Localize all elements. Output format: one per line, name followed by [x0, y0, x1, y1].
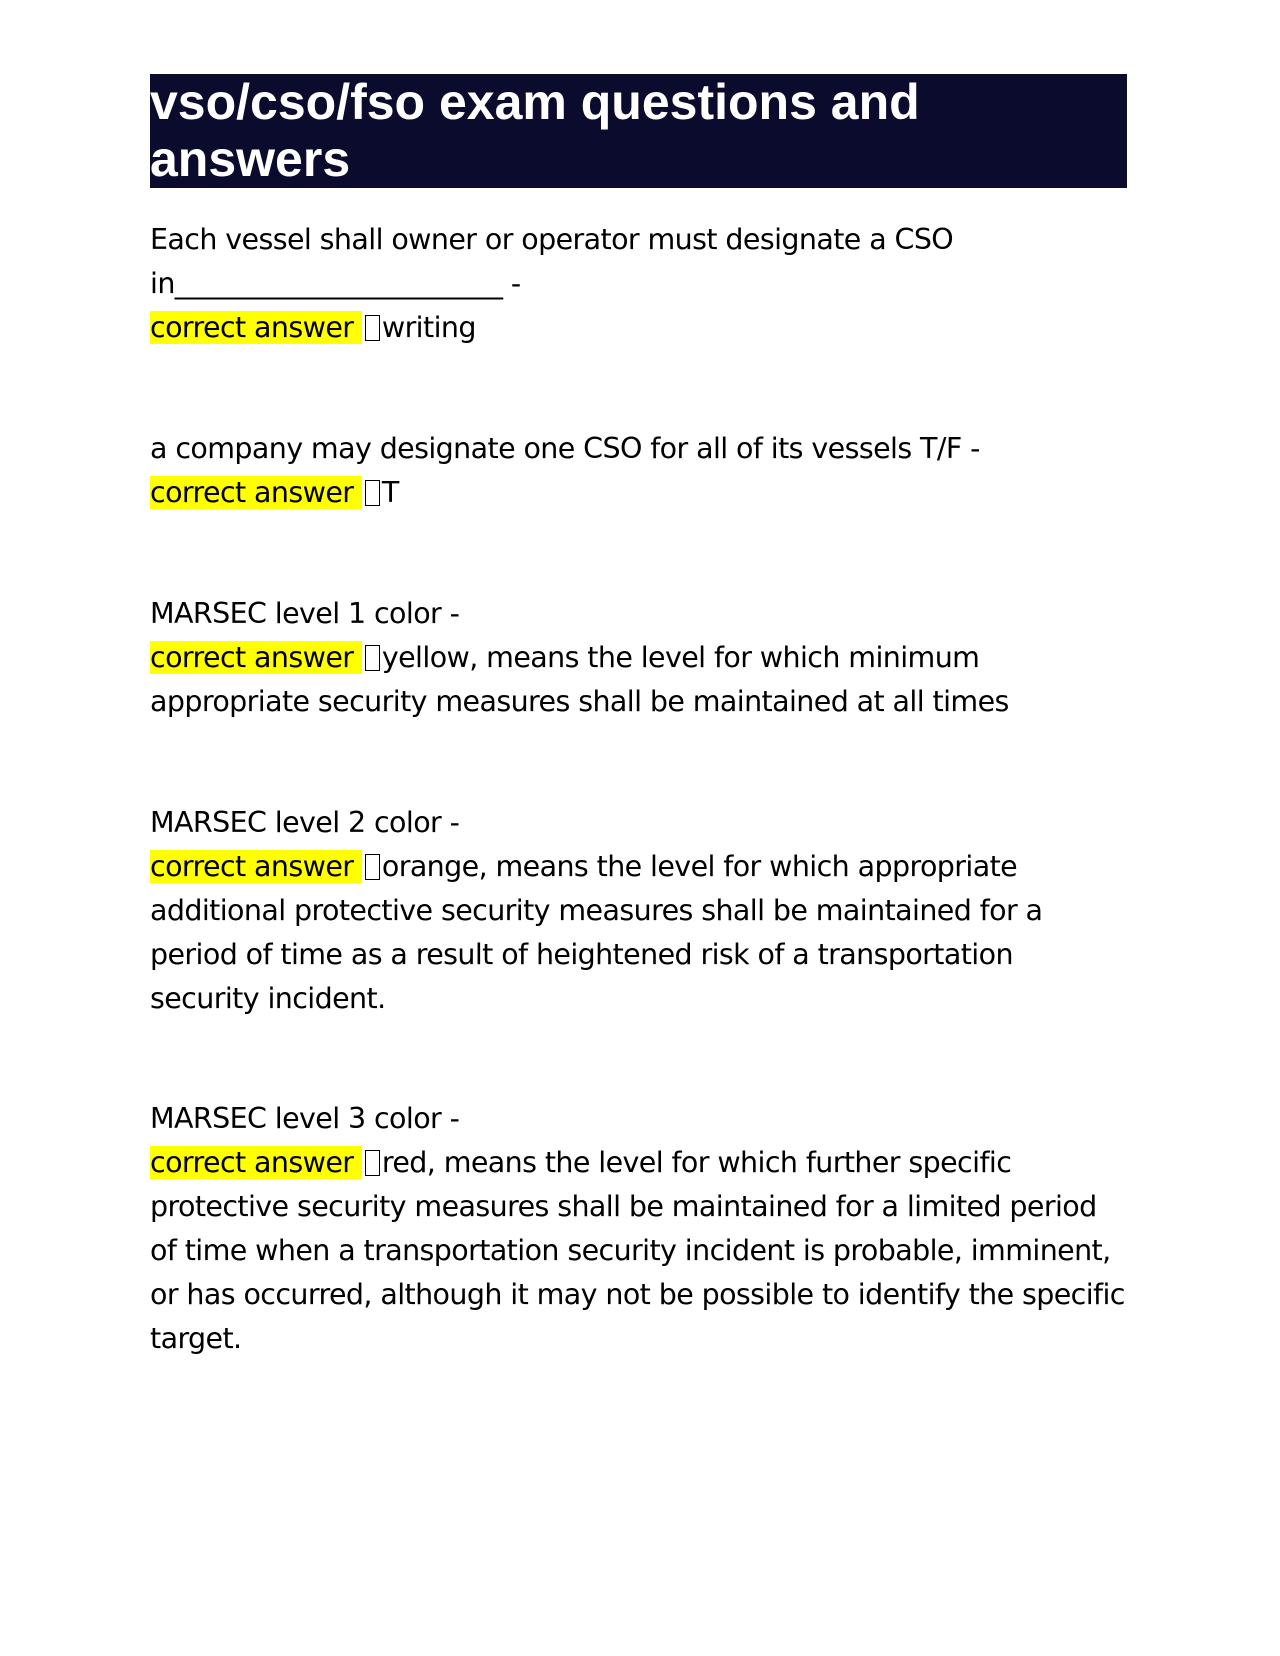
question-text: a company may designate one CSO for all of its vessels T/F - — [150, 432, 980, 465]
answer-text: yellow, means the level for which minimum appropriate security measures shall be maintained at all times — [150, 641, 1009, 718]
answer-line — [150, 845, 1127, 1021]
answer-prefix-highlight: correct answer — [150, 850, 362, 883]
answer-line — [150, 471, 980, 515]
answer-text: orange, means the level for which appropriate additional protective security measures shall be maintained for a period of time as a result of heightened risk of a transportation security incident. — [150, 850, 1043, 1015]
answer-line — [150, 306, 1127, 350]
qa-item — [150, 218, 1127, 350]
answer-prefix-highlight: correct answer — [150, 1146, 362, 1179]
document-page — [150, 74, 1127, 1355]
question-text: MARSEC level 1 color - — [150, 597, 460, 630]
missing-glyph-box-icon — [365, 854, 380, 880]
answer-text: red, means the level for which further specific protective security measures shall be maintained for a limited period of time when a transportation security incident is probable, imminent, or has occurred, although it may not be possible to identify the specific target. — [150, 1146, 1125, 1355]
question-text: MARSEC level 3 color - — [150, 1102, 460, 1135]
qa-item — [150, 801, 1127, 1021]
answer-prefix-highlight: correct answer — [150, 476, 362, 509]
qa-item — [150, 592, 1127, 724]
answer-prefix-highlight: correct answer — [150, 311, 362, 344]
question-text: MARSEC level 2 color - — [150, 806, 460, 839]
answer-text: T — [381, 476, 399, 509]
missing-glyph-box-icon — [365, 1150, 380, 1176]
missing-glyph-box-icon — [365, 315, 380, 341]
answer-prefix-highlight: correct answer — [150, 641, 362, 674]
answer-line — [150, 1141, 1127, 1361]
document-title: vso/cso/fso exam questions and answers — [150, 74, 1127, 188]
missing-glyph-box-icon — [365, 480, 380, 506]
answer-text: writing — [381, 311, 476, 344]
answer-line — [150, 636, 1127, 724]
question-text: Each vessel shall owner or operator must designate a CSO in________________________ - — [150, 223, 954, 300]
qa-item — [150, 427, 980, 515]
missing-glyph-box-icon — [365, 645, 380, 671]
qa-item — [150, 1097, 1127, 1361]
